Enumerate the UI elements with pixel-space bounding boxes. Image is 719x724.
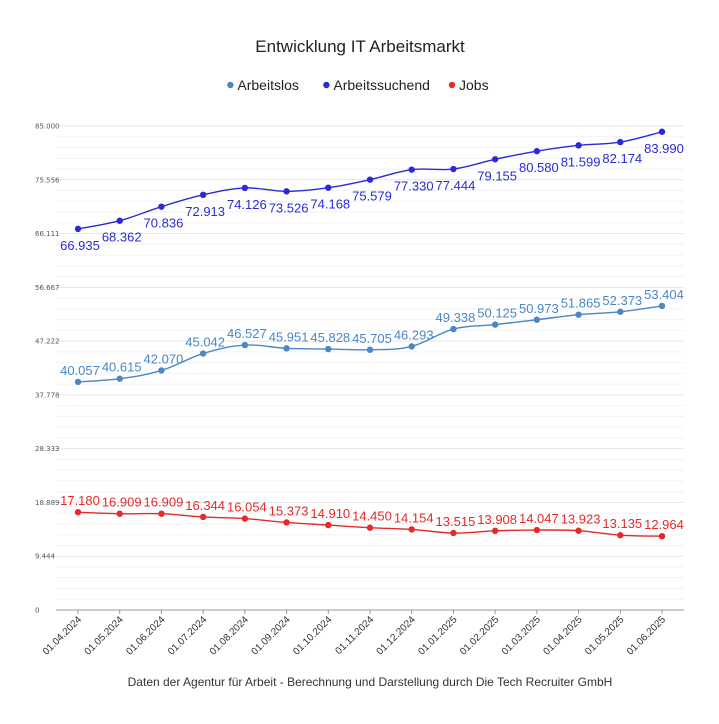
data-label-arbeitssuchend: 81.599 <box>560 154 601 170</box>
data-point-arbeitssuchend <box>617 139 623 145</box>
legend-label: Arbeitssuchend <box>333 77 430 93</box>
data-label-jobs: 13.515 <box>435 514 476 530</box>
data-label-arbeitssuchend: 68.362 <box>101 229 142 245</box>
x-tick-label: 01.01.2025 <box>416 614 460 658</box>
data-point-jobs <box>659 533 665 539</box>
x-tick-label: 01.10.2024 <box>291 614 335 658</box>
data-point-arbeitssuchend <box>117 218 123 224</box>
data-label-jobs: 13.135 <box>602 516 643 532</box>
data-point-jobs <box>492 528 498 534</box>
data-point-jobs <box>75 509 81 515</box>
y-tick-label: 47.222 <box>35 337 60 346</box>
data-point-arbeitslos <box>534 317 540 323</box>
data-point-arbeitssuchend <box>283 188 289 194</box>
data-point-arbeitssuchend <box>659 129 665 135</box>
data-point-arbeitssuchend <box>575 142 581 148</box>
data-label-jobs: 16.054 <box>226 499 267 515</box>
data-point-arbeitslos <box>450 326 456 332</box>
data-point-jobs <box>450 530 456 536</box>
x-tick-label: 01.08.2024 <box>207 614 251 658</box>
x-tick-label: 01.02.2025 <box>458 614 502 658</box>
data-label-arbeitslos: 45.951 <box>268 329 309 345</box>
data-label-arbeitssuchend: 66.935 <box>60 237 100 253</box>
data-label-jobs: 14.450 <box>352 508 392 524</box>
data-point-arbeitslos <box>75 379 81 385</box>
data-label-arbeitslos: 50.125 <box>477 305 518 321</box>
data-point-jobs <box>200 514 206 520</box>
x-axis-ticks <box>41 610 668 658</box>
data-label-arbeitssuchend: 79.155 <box>477 168 518 184</box>
data-point-arbeitssuchend <box>409 166 415 172</box>
data-label-arbeitssuchend: 74.126 <box>226 196 267 212</box>
y-tick-label: 56.667 <box>35 283 60 292</box>
data-point-jobs <box>617 532 623 538</box>
data-label-arbeitslos: 53.404 <box>644 286 684 302</box>
data-point-arbeitslos <box>492 321 498 327</box>
data-point-arbeitslos <box>200 350 206 356</box>
data-label-jobs: 14.154 <box>393 510 434 526</box>
x-tick-label: 01.12.2024 <box>374 614 418 658</box>
data-point-arbeitslos <box>117 376 123 382</box>
chart-title: Entwicklung IT Arbeitsmarkt <box>255 37 465 56</box>
data-label-jobs: 16.344 <box>185 497 226 513</box>
y-tick-label: 0 <box>35 606 40 615</box>
y-axis-ticks <box>35 123 60 615</box>
data-point-jobs <box>534 527 540 533</box>
data-label-jobs: 16.909 <box>101 494 142 510</box>
y-tick-label: 75.556 <box>35 176 60 185</box>
data-label-arbeitslos: 45.705 <box>352 330 392 346</box>
y-tick-label: 37.778 <box>35 391 60 400</box>
legend-label: Arbeitslos <box>237 77 299 93</box>
data-label-arbeitslos: 46.293 <box>393 327 434 343</box>
data-point-arbeitssuchend <box>242 185 248 191</box>
data-label-arbeitssuchend: 80.580 <box>518 160 559 176</box>
chart-source-note: Daten der Agentur für Arbeit - Berechnung und Darstellung durch Die Tech Recruiter GmbH <box>127 675 613 689</box>
x-tick-label: 01.05.2024 <box>82 614 126 658</box>
x-tick-label: 01.11.2024 <box>333 614 377 657</box>
x-tick-label: 01.09.2024 <box>249 614 293 658</box>
data-label-jobs: 15.373 <box>268 503 309 519</box>
x-tick-label: 01.06.2025 <box>624 614 669 658</box>
data-point-jobs <box>367 525 373 531</box>
legend-marker <box>449 82 455 88</box>
data-label-jobs: 12.964 <box>644 517 684 533</box>
data-label-jobs: 16.909 <box>143 494 184 510</box>
x-tick-label: 01.04.2024 <box>40 614 85 658</box>
data-label-arbeitslos: 45.828 <box>310 330 351 346</box>
data-label-jobs: 13.908 <box>477 511 518 527</box>
data-point-arbeitslos <box>242 342 248 348</box>
data-label-arbeitslos: 40.057 <box>60 362 100 378</box>
data-label-arbeitslos: 40.615 <box>101 359 142 375</box>
data-point-arbeitslos <box>325 346 331 352</box>
data-label-arbeitssuchend: 72.913 <box>185 203 226 219</box>
data-point-arbeitssuchend <box>492 156 498 162</box>
data-point-arbeitslos <box>283 345 289 351</box>
y-tick-label: 18.889 <box>35 498 60 507</box>
data-point-jobs <box>409 526 415 532</box>
data-point-arbeitslos <box>659 303 665 309</box>
x-tick-label: 01.03.2025 <box>499 614 543 658</box>
data-point-arbeitssuchend <box>158 203 164 209</box>
data-label-arbeitssuchend: 83.990 <box>644 140 684 156</box>
data-point-jobs <box>325 522 331 528</box>
data-point-arbeitslos <box>158 367 164 373</box>
data-label-arbeitssuchend: 77.330 <box>393 178 434 194</box>
legend-marker <box>227 82 233 88</box>
x-tick-label: 01.04.2025 <box>541 614 585 658</box>
data-point-jobs <box>242 515 248 521</box>
data-label-arbeitslos: 51.865 <box>560 295 601 311</box>
data-label-jobs: 14.910 <box>310 506 351 522</box>
chart-legend <box>227 77 488 93</box>
data-label-arbeitssuchend: 73.526 <box>268 200 309 216</box>
data-label-arbeitssuchend: 75.579 <box>352 188 392 204</box>
data-point-jobs <box>575 528 581 534</box>
data-label-arbeitslos: 45.042 <box>185 334 226 350</box>
y-tick-label: 66.111 <box>35 230 60 239</box>
y-tick-label: 28.333 <box>35 445 60 454</box>
data-labels <box>60 141 684 532</box>
data-label-arbeitssuchend: 74.168 <box>310 196 351 212</box>
data-point-jobs <box>158 511 164 517</box>
data-label-arbeitslos: 49.338 <box>435 310 476 326</box>
data-label-arbeitslos: 50.973 <box>518 300 559 316</box>
data-point-arbeitssuchend <box>534 148 540 154</box>
data-label-arbeitssuchend: 77.444 <box>435 178 476 194</box>
data-label-jobs: 14.047 <box>518 511 559 527</box>
legend-label: Jobs <box>459 77 489 93</box>
data-label-jobs: 13.923 <box>560 511 601 527</box>
y-tick-label: 9.444 <box>35 552 56 561</box>
data-point-arbeitslos <box>409 343 415 349</box>
data-point-arbeitssuchend <box>367 176 373 182</box>
data-point-arbeitssuchend <box>200 192 206 198</box>
data-point-jobs <box>117 511 123 517</box>
data-label-arbeitslos: 52.373 <box>602 292 643 308</box>
data-label-arbeitssuchend: 82.174 <box>602 151 643 167</box>
data-label-jobs: 17.180 <box>60 493 100 509</box>
legend-marker <box>323 82 329 88</box>
data-point-arbeitslos <box>575 311 581 317</box>
x-tick-label: 01.06.2024 <box>124 614 168 658</box>
data-point-jobs <box>283 519 289 525</box>
data-point-arbeitslos <box>617 309 623 315</box>
data-point-arbeitslos <box>367 347 373 353</box>
data-label-arbeitslos: 42.070 <box>143 351 184 367</box>
y-tick-label: 85.000 <box>35 122 60 131</box>
data-point-arbeitssuchend <box>325 184 331 190</box>
data-label-arbeitslos: 46.527 <box>226 326 267 342</box>
x-tick-label: 01.05.2025 <box>583 614 627 658</box>
data-label-arbeitssuchend: 70.836 <box>143 215 184 231</box>
x-tick-label: 01.07.2024 <box>166 614 210 658</box>
data-point-arbeitssuchend <box>450 166 456 172</box>
data-point-arbeitssuchend <box>75 226 81 232</box>
